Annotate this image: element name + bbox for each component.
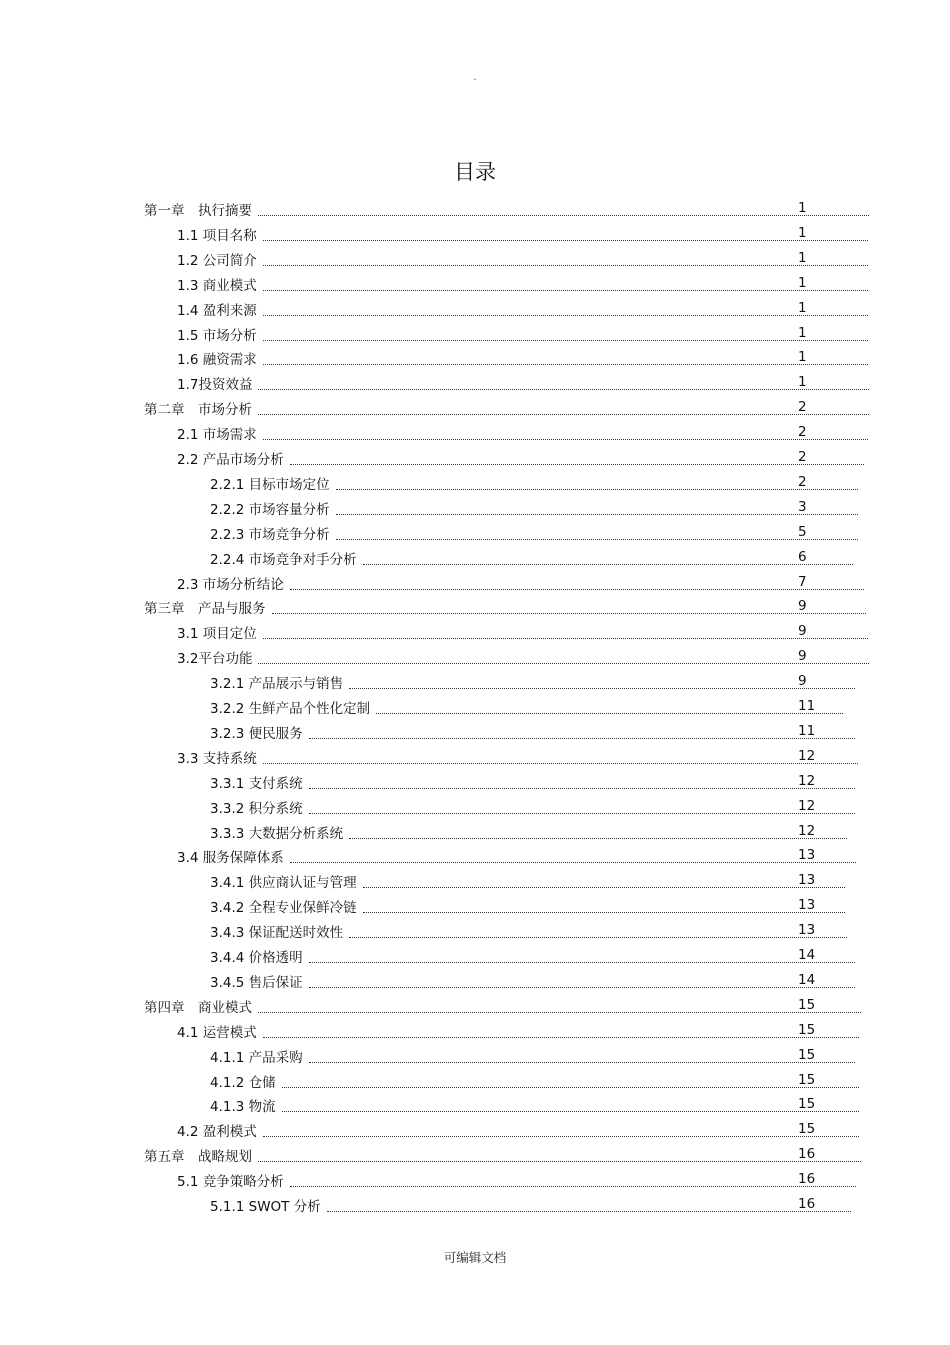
toc-leader-dots — [290, 862, 856, 863]
toc-entry-label: 4.1.3 物流 — [210, 1099, 276, 1116]
toc-entry[interactable] — [210, 547, 853, 569]
toc-entry-label: 2.1 市场需求 — [177, 427, 257, 444]
toc-entry[interactable] — [177, 422, 868, 444]
toc-entry[interactable] — [177, 248, 868, 270]
toc-entry-page: 1 — [798, 274, 807, 291]
toc-entry[interactable] — [177, 1169, 856, 1191]
toc-entry-label: 第五章 战略规划 — [144, 1149, 252, 1166]
toc-entry-label: 4.2 盈利模式 — [177, 1124, 257, 1141]
toc-entry[interactable] — [210, 970, 855, 992]
toc-entry-label: 1.3 商业模式 — [177, 277, 257, 294]
toc-entry-page: 13 — [798, 897, 816, 914]
toc-entry-label: 4.1.2 仓储 — [210, 1074, 276, 1091]
toc-entry[interactable] — [210, 920, 847, 942]
toc-entry-label: 2.2.4 市场竞争对手分析 — [210, 551, 357, 568]
toc-entry-label: 1.4 盈利来源 — [177, 302, 257, 319]
toc-entry-page: 2 — [798, 473, 807, 490]
toc-entry-label: 4.1.1 产品采购 — [210, 1049, 303, 1066]
toc-entry-page: 9 — [798, 673, 807, 690]
toc-leader-dots — [272, 613, 867, 614]
toc-entry[interactable] — [210, 771, 855, 793]
toc-entry-page: 12 — [798, 822, 816, 839]
toc-leader-dots — [258, 1012, 861, 1013]
toc-entry-label: 2.3 市场分析结论 — [177, 576, 284, 593]
toc-entry-page: 15 — [798, 1096, 816, 1113]
toc-entry-label: 3.2.2 生鲜产品个性化定制 — [210, 701, 371, 717]
toc-entry-page: 1 — [798, 249, 807, 266]
toc-entry-page: 3 — [798, 498, 807, 515]
toc-entry[interactable] — [210, 497, 858, 519]
toc-entry-label: 1.6 融资需求 — [177, 352, 257, 369]
toc-entry[interactable] — [177, 447, 864, 469]
toc-entry[interactable] — [210, 1045, 855, 1067]
toc-entry-page: 13 — [798, 872, 816, 889]
toc-entry[interactable] — [177, 646, 869, 668]
toc-entry-page: 15 — [798, 1071, 816, 1088]
toc-entry-page: 2 — [798, 399, 807, 416]
toc-entry-label: 3.2平台功能 — [177, 651, 253, 668]
toc-leader-dots — [309, 962, 855, 963]
toc-leader-dots — [309, 987, 855, 988]
page-header-marker: . — [473, 72, 477, 83]
toc-entry-page: 1 — [798, 324, 807, 341]
toc-title: 目录 — [454, 160, 496, 184]
toc-entry[interactable] — [177, 845, 856, 867]
toc-leader-dots — [349, 838, 847, 839]
toc-entry-label: 3.3.3 大数据分析系统 — [210, 825, 344, 842]
toc-leader-dots — [263, 364, 868, 365]
toc-entry-label: 3.1 项目定位 — [177, 626, 257, 643]
toc-entry-label: 2.2.1 目标市场定位 — [210, 476, 330, 493]
toc-leader-dots — [258, 663, 869, 664]
toc-leader-dots — [336, 489, 858, 490]
toc-entry[interactable] — [144, 995, 861, 1017]
toc-entry[interactable] — [144, 596, 866, 618]
toc-leader-dots — [258, 414, 869, 415]
toc-leader-dots — [309, 788, 855, 789]
toc-entry[interactable] — [144, 397, 869, 419]
toc-entry-label: 3.4.1 供应商认证与管理 — [210, 875, 357, 892]
toc-entry[interactable] — [177, 372, 869, 394]
toc-entry-page: 1 — [798, 349, 807, 366]
toc-entry-page: 1 — [798, 374, 807, 391]
toc-entry-label: 4.1 运营模式 — [177, 1024, 257, 1041]
toc-entry-page: 15 — [798, 996, 816, 1013]
toc-entry-page: 5 — [798, 523, 807, 540]
toc-leader-dots — [282, 1087, 859, 1088]
toc-entry-label: 2.2.2 市场容量分析 — [210, 501, 330, 518]
toc-leader-dots — [309, 813, 855, 814]
toc-entry-label: 3.4 服务保障体系 — [177, 850, 284, 867]
toc-entry-label: 3.4.4 价格透明 — [210, 950, 303, 966]
toc-leader-dots — [290, 589, 864, 590]
toc-entry[interactable] — [144, 198, 869, 220]
toc-leader-dots — [263, 638, 868, 639]
toc-entry-page: 13 — [798, 922, 816, 939]
toc-leader-dots — [263, 763, 858, 764]
page-footer: 可编辑文档 — [443, 1250, 507, 1265]
toc-entry-page: 9 — [798, 648, 807, 665]
toc-entry-label: 3.2.1 产品展示与销售 — [210, 676, 344, 693]
toc-entry[interactable] — [177, 323, 868, 345]
toc-leader-dots — [336, 539, 858, 540]
toc-entry-page: 9 — [798, 598, 807, 615]
toc-entry-page: 12 — [798, 797, 816, 814]
toc-entry-page: 16 — [798, 1146, 816, 1163]
toc-entry-label: 3.3.2 积分系统 — [210, 800, 303, 817]
toc-leader-dots — [282, 1111, 859, 1112]
toc-leader-dots — [290, 464, 864, 465]
toc-entry-page: 12 — [798, 772, 816, 789]
toc-leader-dots — [258, 389, 869, 390]
toc-entry[interactable] — [210, 821, 847, 843]
toc-leader-dots — [309, 738, 855, 739]
toc-entry[interactable] — [210, 696, 843, 718]
toc-entry[interactable] — [177, 298, 868, 320]
toc-leader-dots — [363, 912, 845, 913]
toc-entry-page: 14 — [798, 971, 816, 988]
toc-entry-label: 第二章 市场分析 — [144, 402, 252, 419]
toc-entry-label: 第四章 商业模式 — [144, 999, 252, 1016]
toc-entry-page: 16 — [798, 1171, 816, 1188]
toc-entry[interactable] — [177, 1119, 859, 1141]
toc-entry-label: 3.2.3 便民服务 — [210, 725, 303, 742]
toc-entry[interactable] — [210, 1194, 851, 1216]
toc-leader-dots — [263, 240, 868, 241]
toc-entry-label: 3.4.3 保证配送时效性 — [210, 925, 344, 942]
toc-leader-dots — [349, 688, 855, 689]
toc-entry-label: 2.2 产品市场分析 — [177, 452, 284, 468]
toc-leader-dots — [258, 215, 869, 216]
toc-entry-label: 第一章 执行摘要 — [144, 203, 252, 219]
toc-leader-dots — [309, 1062, 855, 1063]
toc-entry[interactable] — [177, 223, 868, 245]
toc-entry[interactable] — [177, 572, 864, 594]
toc-entry-page: 16 — [798, 1196, 816, 1212]
toc-entry-page: 12 — [798, 747, 816, 764]
toc-leader-dots — [376, 713, 843, 714]
toc-entry[interactable] — [177, 347, 868, 369]
toc-leader-dots — [263, 290, 868, 291]
toc-entry[interactable] — [210, 522, 858, 544]
toc-entry[interactable] — [210, 671, 855, 693]
toc-entry[interactable] — [177, 1020, 859, 1042]
toc-entry-page: 15 — [798, 1121, 816, 1138]
toc-leader-dots — [263, 1136, 859, 1137]
toc-entry[interactable] — [210, 1094, 859, 1116]
toc-entry-page: 9 — [798, 623, 807, 640]
toc-entry[interactable] — [210, 1070, 859, 1092]
toc-entry-page: 15 — [798, 1021, 816, 1038]
toc-entry-page: 15 — [798, 1046, 816, 1063]
toc-entry-label: 3.3.1 支付系统 — [210, 775, 303, 792]
toc-entry[interactable] — [210, 796, 855, 818]
toc-entry-page: 6 — [798, 548, 807, 565]
toc-entry[interactable] — [177, 621, 868, 643]
toc-entry-label: 2.2.3 市场竞争分析 — [210, 526, 330, 543]
toc-entry[interactable] — [210, 472, 858, 494]
toc-leader-dots — [263, 439, 868, 440]
toc-leader-dots — [336, 514, 858, 515]
toc-leader-dots — [263, 340, 868, 341]
toc-entry-page: 13 — [798, 847, 816, 864]
toc-leader-dots — [263, 265, 868, 266]
toc-entry-label: 1.7投资效益 — [177, 377, 253, 394]
toc-entry-page: 2 — [798, 449, 807, 465]
toc-entry-page: 11 — [798, 722, 816, 739]
toc-entry-label: 3.4.5 售后保证 — [210, 974, 303, 991]
toc-entry-page: 7 — [798, 573, 807, 590]
toc-leader-dots — [363, 887, 845, 888]
toc-entry-label: 5.1 竞争策略分析 — [177, 1174, 284, 1191]
toc-leader-dots — [263, 1037, 859, 1038]
toc-entry-label: 第三章 产品与服务 — [144, 601, 266, 618]
toc-leader-dots — [258, 1161, 861, 1162]
toc-leader-dots — [263, 315, 868, 316]
toc-leader-dots — [363, 564, 853, 565]
toc-entry-page: 2 — [798, 424, 807, 441]
toc-entry-label: 3.4.2 全程专业保鲜冷链 — [210, 900, 357, 917]
toc-entry[interactable] — [144, 1144, 861, 1166]
toc-leader-dots — [349, 937, 847, 938]
toc-leader-dots — [290, 1186, 856, 1187]
toc-entry[interactable] — [177, 273, 868, 295]
toc-entry-page: 1 — [798, 299, 807, 316]
toc-entry[interactable] — [177, 746, 858, 768]
toc-entry[interactable] — [210, 945, 855, 967]
toc-entry-label: 1.5 市场分析 — [177, 327, 257, 344]
toc-entry-label: 5.1.1 SWOT 分析 — [210, 1199, 321, 1215]
toc-entry-label: 3.3 支持系统 — [177, 750, 257, 767]
toc-entry-page: 11 — [798, 698, 816, 714]
toc-entry-page: 1 — [798, 200, 807, 216]
toc-entry[interactable] — [210, 895, 845, 917]
toc-entry-label: 1.2 公司简介 — [177, 252, 257, 269]
toc-entry-label: 1.1 项目名称 — [177, 227, 257, 244]
toc-leader-dots — [327, 1211, 851, 1212]
toc-entry[interactable] — [210, 721, 855, 743]
toc-entry-page: 14 — [798, 947, 816, 963]
toc-entry-page: 1 — [798, 224, 807, 241]
toc-entry[interactable] — [210, 870, 845, 892]
